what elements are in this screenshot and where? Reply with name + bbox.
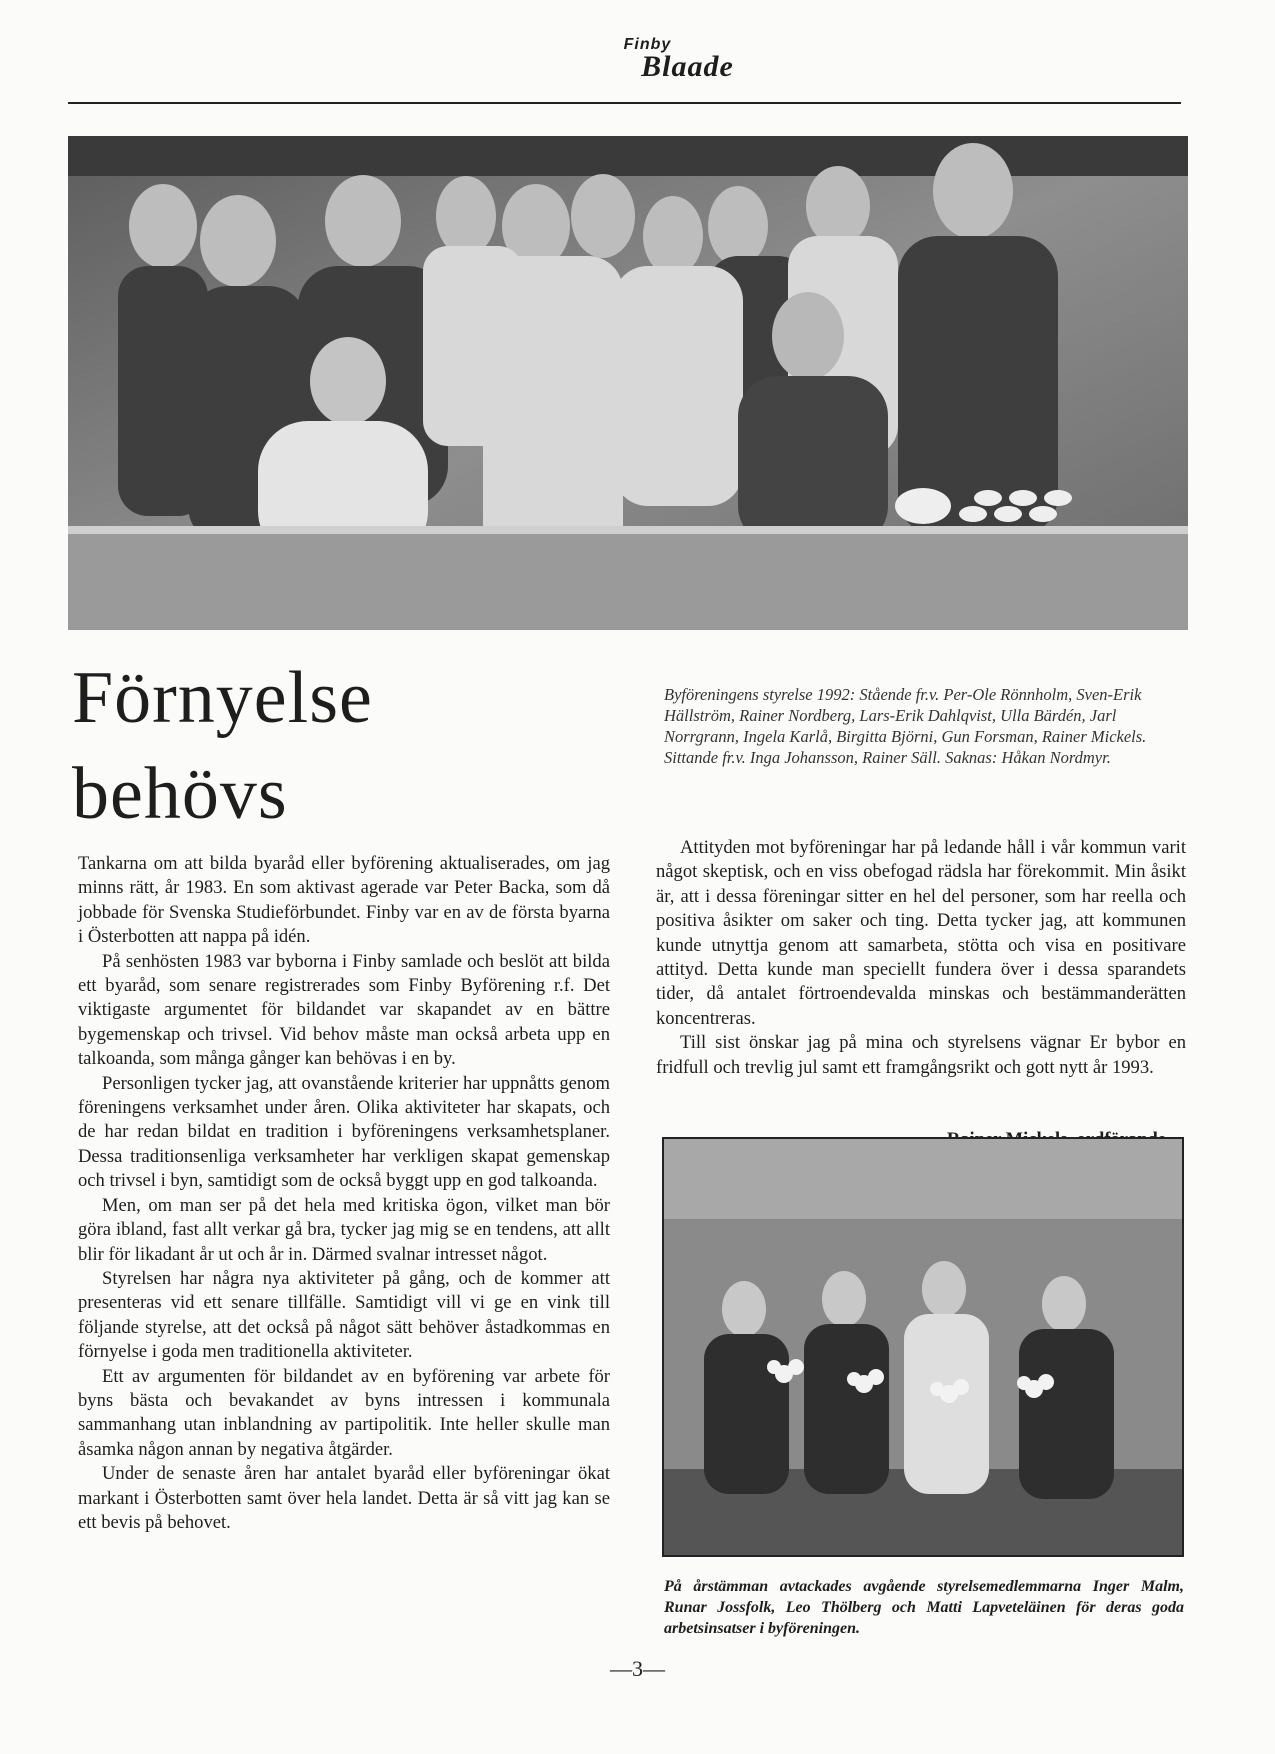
photo-caption-bottom: På årstämman avtackades avgående styrelsemedlemmarna Inger Malm, Runar Jossfolk, Leo Thölberg och Matti Lapveteläinen för deras goda arbetsinsatser i byföreningen. (664, 1578, 1184, 1637)
paragraph: Till sist önskar jag på mina och styrelsens vägnar Er bybor en fridfull och trevlig jul samt ett framgångsrikt och gott nytt år 1993. (656, 1032, 1186, 1078)
article-headline (72, 650, 373, 842)
paragraph: Men, om man ser på det hela med kritiska ögon, vilket man bör göra ibland, fast allt verkar gå bra, tycker jag mig se en tendens, att allt blir för likadant år ut och år in. Därmed svalnar intresset något. (78, 1194, 610, 1265)
masthead-blaade: Blaade (641, 50, 734, 83)
photo-annual-meeting (662, 1137, 1184, 1557)
paragraph: Personligen tycker jag, att ovanstående kriterier har uppnåtts genom föreningens verksamhet under åren. Olika aktiviteter har skapats, och de har redan bildat en tradition i byföreningens verksamhetsplaner. Dessa traditionsenliga verksamheter har verkligen skapat gemenskap och trivsel i byn, samtidigt som de också byggt upp en god talkoanda. (78, 1072, 610, 1192)
people-with-flowers-icon (664, 1139, 1182, 1555)
paragraph: Attityden mot byföreningar har på ledande håll i vår kommun varit något skeptisk, och en viss obefogad rädsla har förekommit. Min åsikt är, att i dessa föreningar sitter en hel del personer, som har reella och positiva åsikter om saker och ting. Detta tycker jag, att kommunen kunde utnyttja genom att samarbeta, stötta och visa en positivare attityd. Detta kunde man speciellt fundera över i dessa sparandets tider, då antalet förtroendevalda minskas och bestämmanderätten koncentreras. (656, 837, 1186, 1029)
paragraph: Styrelsen har några nya aktiviteter på gång, och de kommer att presenteras vid ett senare tillfälle. Samtidigt vill vi ge en vink till följande styrelse, att det också på något sätt behöver åstadkommas en förnyelse i goda men traditionella aktiviteter. (78, 1267, 610, 1363)
group-photo-board-1992 (68, 136, 1188, 630)
article-right-column (656, 836, 1186, 1080)
article-left-column (78, 852, 610, 1535)
photo-caption-top: Byföreningens styrelse 1992: Stående fr.v. Per-Ole Rönnholm, Sven-Erik Hällström, Rainer Nordberg, Lars-Erik Dahlqvist, Ulla Bärdén, Jarl Norrgrann, Ingela Karlå, Birgitta Björni, Gun Forsman, Rainer Mickels. Sittande fr.v. Inga Johansson, Rainer Säll. Saknas: Håkan Nordmyr. (664, 685, 1147, 767)
paragraph: Tankarna om att bilda byaråd eller byförening aktualiserades, om jag minns rätt, år 1983. En som aktivast agerade var Peter Backa, som då jobbade för Svenska Studieförbundet. Finby var en av de första byarna i Österbotten att nappa på idén. (78, 853, 610, 948)
paragraph: Ett av argumenten för bildandet av en byförening var arbete för byns bästa och bevakandet av byns intressen i kommunala sammanhang utan inblandning av partipolitik. Inte heller skulle man åsamka någon annan by negativa åtgärder. (78, 1365, 610, 1460)
group-photo-icon (68, 136, 1188, 630)
masthead-finby: Finby (623, 36, 672, 53)
headline-line-2: behövs (72, 753, 288, 835)
headline-line-1: Förnyelse (72, 657, 373, 739)
header-rule (68, 102, 1181, 104)
paragraph: På senhösten 1983 var byborna i Finby samlade och beslöt att bilda ett byaråd, som senare registrerades som Finby Byförening r.f. Det viktigaste argumentet för bildandet var skapandet av en bättre bygemenskap och trivsel. Vid behov måste man också arbeta upp en talkoanda, som många gånger kan behövas i en by. (78, 950, 610, 1070)
masthead (0, 36, 1275, 84)
page-number: —3— (610, 1656, 665, 1681)
paragraph: Under de senaste åren har antalet byaråd eller byföreningar ökat markant i Österbotten samt över hela landet. Detta är så vitt jag kan se ett bevis på behovet. (78, 1463, 610, 1533)
